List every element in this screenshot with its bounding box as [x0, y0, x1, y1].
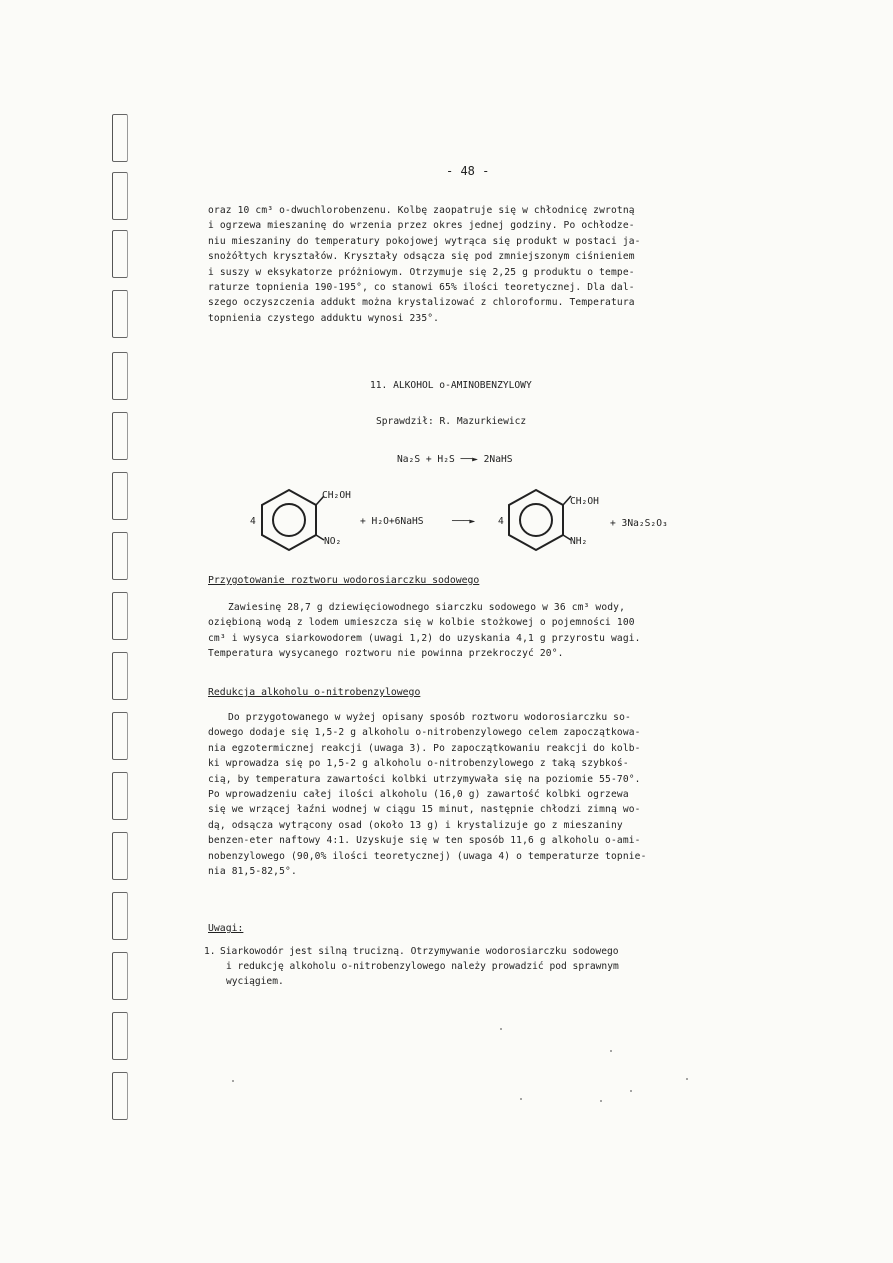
- text-line: topnienia czystego adduktu wynosi 235°.: [208, 312, 440, 324]
- binder-hole: [112, 712, 128, 760]
- scan-speck: [686, 1078, 688, 1080]
- binder-holes: [104, 100, 134, 1130]
- reduction-paragraph: [208, 710, 768, 879]
- substituent-ch2oh: CH₂OH: [570, 496, 599, 507]
- text-line: i suszy w eksykatorze próżniowym. Otrzymuje się 2,25 g produktu o tempe-: [208, 266, 635, 278]
- text-line: snożółtych kryształów. Kryształy odsącza się pod zmniejszonym ciśnieniem: [208, 251, 635, 263]
- text-line: oraz 10 cm³ o-dwuchlorobenzenu. Kolbę zaopatruje się w chłodnicę zwrotną: [208, 205, 635, 216]
- binder-hole: [112, 592, 128, 640]
- text-line: cm³ i wysyca siarkowodorem (uwagi 1,2) do uzyskania 4,1 g przyrostu wagi.: [208, 632, 641, 644]
- binder-hole: [112, 352, 128, 400]
- text-line: cią, by temperatura zawartości kolbki utrzymywała się na poziomie 55-70°.: [208, 773, 641, 785]
- note-number: 1.: [204, 946, 216, 957]
- reaction-equation-1: Na₂S + H₂S ──► 2NaHS: [397, 454, 513, 465]
- substituent-nh2: NH₂: [570, 536, 588, 547]
- benzene-ring-icon: [262, 490, 324, 550]
- scan-speck: [500, 1028, 502, 1030]
- binder-hole: [112, 652, 128, 700]
- text-line: Do przygotowanego w wyżej opisany sposób roztworu wodorosiarczku so-: [228, 712, 631, 723]
- scan-speck: [232, 1080, 234, 1082]
- scan-speck: [610, 1050, 612, 1052]
- text-line: szego oczyszczenia addukt można krystalizować z chloroformu. Temperatura: [208, 297, 635, 309]
- byproduct: + 3Na₂S₂O₃: [610, 518, 668, 529]
- intro-paragraph: [208, 203, 768, 326]
- binder-hole: [112, 230, 128, 278]
- text-line: ki wprowadza się po 1,5-2 g alkoholu o-nitrobenzylowego z taką szybkoś-: [208, 758, 629, 770]
- note-item: [204, 944, 770, 990]
- scan-speck: [600, 1100, 602, 1102]
- binder-hole: [112, 772, 128, 820]
- checked-by: Sprawdził: R. Mazurkiewicz: [376, 416, 527, 427]
- coefficient-right: 4: [498, 516, 504, 527]
- text-line: i ogrzewa mieszaninę do wrzenia przez okres jednej godziny. Po ochłodze-: [208, 220, 635, 232]
- notes-heading: Uwagi:: [208, 923, 244, 934]
- text-line: się we wrzącej łaźni wodnej w ciągu 15 minut, następnie chłodzi zimną wo-: [208, 804, 641, 816]
- substituent-ch2oh: CH₂OH: [322, 490, 351, 501]
- text-line: Siarkowodór jest silną trucizną. Otrzymywanie wodorosiarczku sodowego: [220, 946, 619, 957]
- text-line: benzen-eter naftowy 4:1. Uzyskuje się w ten sposób 11,6 g alkoholu o-ami-: [208, 835, 641, 847]
- text-line: nobenzylowego (90,0% ilości teoretycznej) (uwaga 4) o temperaturze topnie-: [208, 850, 647, 862]
- benzene-ring-icon: [509, 490, 571, 550]
- text-line: Zawiesinę 28,7 g dziewięciowodnego siarczku sodowego w 36 cm³ wody,: [228, 602, 626, 613]
- binder-hole: [112, 832, 128, 880]
- page-number: - 48 -: [446, 164, 490, 178]
- binder-hole: [112, 114, 128, 162]
- text-line: niu mieszaniny do temperatury pokojowej wytrąca się produkt w postaci ja-: [208, 235, 641, 247]
- text-line: oziębioną wodą z lodem umieszcza się w kolbie stożkowej o pojemności 100: [208, 617, 635, 629]
- text-line: i redukcję alkoholu o-nitrobenzylowego należy prowadzić pod sprawnym: [226, 961, 619, 973]
- scan-speck: [520, 1098, 522, 1100]
- section-title: 11. ALKOHOL o-AMINOBENZYLOWY: [370, 380, 532, 391]
- reduction-heading: Redukcja alkoholu o-nitrobenzylowego: [208, 687, 421, 698]
- binder-hole: [112, 1072, 128, 1120]
- substituent-no2: NO₂: [324, 536, 342, 547]
- prep-paragraph: [208, 600, 768, 662]
- scan-speck: [630, 1090, 632, 1092]
- text-line: dą, odsącza wytrącony osad (około 13 g) i krystalizuje go z mieszaniny: [208, 819, 623, 831]
- reagents: + H₂O+6NaHS: [360, 516, 424, 527]
- binder-hole: [112, 290, 128, 338]
- prep-heading: Przygotowanie roztworu wodorosiarczku sodowego: [208, 575, 480, 586]
- coefficient-left: 4: [250, 516, 256, 527]
- text-line: raturze topnienia 190-195°, co stanowi 65% ilości teoretycznej. Dla dal-: [208, 282, 635, 294]
- text-line: nia 81,5-82,5°.: [208, 866, 297, 878]
- reaction-scheme: [240, 482, 710, 568]
- binder-hole: [112, 1012, 128, 1060]
- text-line: wyciągiem.: [226, 976, 284, 988]
- binder-hole: [112, 892, 128, 940]
- text-line: Temperatura wysycanego roztworu nie powinna przekroczyć 20°.: [208, 648, 564, 660]
- binder-hole: [112, 532, 128, 580]
- text-line: dowego dodaje się 1,5-2 g alkoholu o-nitrobenzylowego celem zapoczątkowa-: [208, 727, 641, 739]
- arrow: ───►: [452, 516, 476, 527]
- binder-hole: [112, 472, 128, 520]
- binder-hole: [112, 412, 128, 460]
- binder-hole: [112, 952, 128, 1000]
- binder-hole: [112, 172, 128, 220]
- text-line: nia egzotermicznej reakcji (uwaga 3). Po zapoczątkowaniu reakcji do kolb-: [208, 742, 641, 754]
- text-line: Po wprowadzeniu całej ilości alkoholu (16,0 g) zawartość kolbki ogrzewa: [208, 789, 629, 801]
